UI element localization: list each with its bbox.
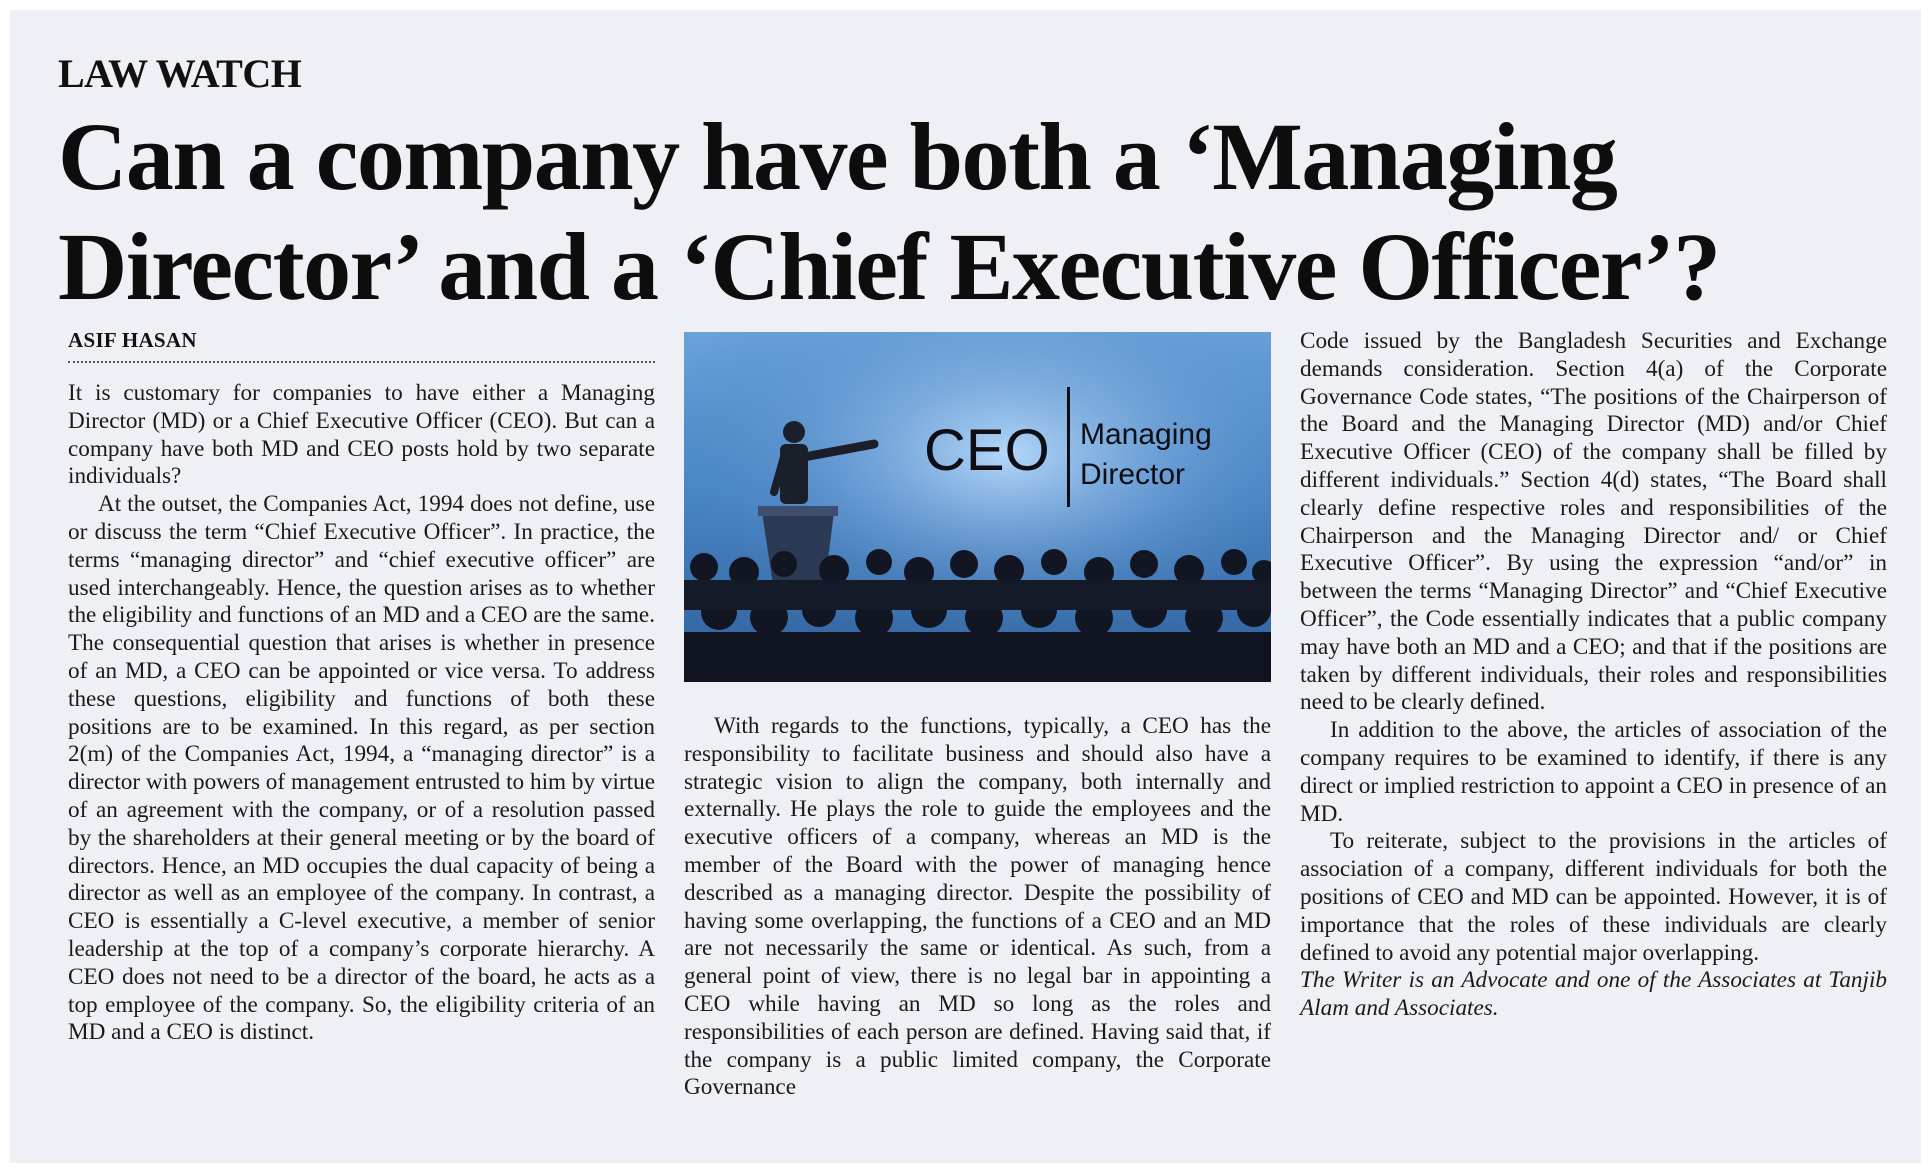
section-label: LAW WATCH	[58, 51, 302, 96]
paragraph-6: To reiterate, subject to the provisions in the articles of association of a company, different individuals for both the positions of CEO and MD can be appointed. However, it is of importance that the roles of these individuals are clearly defined to avoid any potential major overlapping.	[1300, 828, 1887, 966]
md-text-line1: Managing	[1080, 418, 1212, 451]
paragraph-3: With regards to the functions, typically, a CEO has the responsibility to facilitate business and should also have a strategic vision to align the company, both internally and externally. He plays the role to guide the employees and the executive officers of a company, whereas an MD is the member of the Board with the power of managing hence described as a managing director. Despite the possibility of having some overlapping, the functions of a CEO and an MD are not necessarily the same or identical. As such, from a general point of view, there is no legal bar in appointing a CEO while having an MD so long as the roles and responsibilities of each person are defined. Having said that, if the company is a public limited company, the Corporate Governance	[684, 713, 1271, 1101]
column-2	[684, 713, 1271, 1102]
column-1	[68, 380, 655, 1047]
paragraph-4: Code issued by the Bangladesh Securities and Exchange demands consideration. Section 4(a) of the Corporate Governance Code states, “The positions of the Chairperson of the Board and the Managing Director (MD) and/or Chief Executive Officer (CEO) of the company shall be filled by different individuals.” Section 4(d) states, “The Board shall clearly define respective roles and responsibilities of the Chairperson and the Managing Director and/ or Chief Executive Officer”. By using the expression “and/or” in between the terms “Managing Director” and “Chief Executive Officer”, the Code essentially indicates that a public company may have both an MD and a CEO; and that if the positions are taken by different individuals, their roles and responsibilities need to be clearly defined.	[1300, 328, 1887, 716]
byline: ASIF HASAN	[68, 328, 655, 363]
newspaper-page	[10, 10, 1921, 1163]
article-photo	[684, 332, 1271, 682]
column-3	[1300, 328, 1887, 1023]
conference-illustration	[684, 332, 1271, 682]
paragraph-2: At the outset, the Companies Act, 1994 does not define, use or discuss the term “Chief Executive Officer”. In practice, the terms “managing director” and “chief executive officer” are used interchangeably. Hence, the question arises as to whether the eligibility and functions of an MD and a CEO are the same. The consequential question that arises is whether in presence of an MD, a CEO can be appointed or vice versa. To address these questions, eligibility and functions of both these positions are to be examined. In this regard, as per section 2(m) of the Companies Act, 1994, a “managing director” is a director with powers of management entrusted to him by virtue of an agreement with the company, or of a resolution passed by the shareholders at their general meeting or by the board of directors. Hence, an MD occupies the dual capacity of being a director as well as an employee of the company. In contrast, a CEO is essentially a C-level executive, a member of senior leadership at the top of a company’s corporate hierarchy. A CEO does not need to be a director of the board, he acts as a top employee of the company. So, the eligibility criteria of an MD and a CEO is distinct.	[68, 491, 655, 1046]
paragraph-1: It is customary for companies to have either a Managing Director (MD) or a Chief Executive Officer (CEO). But can a company have both MD and CEO posts hold by two separate individuals?	[68, 380, 655, 490]
md-text-line2: Director	[1080, 458, 1186, 491]
paragraph-5: In addition to the above, the articles of association of the company requires to be examined to identify, if there is any direct or implied restriction to appoint a CEO in presence of an MD.	[1300, 717, 1887, 827]
writer-credit: The Writer is an Advocate and one of the Associates at Tanjib Alam and Associates.	[1300, 967, 1887, 1022]
headline: Can a company have both a ‘Managing Director’ and a ‘Chief Executive Officer’?	[58, 103, 1720, 320]
ceo-text: CEO	[924, 418, 1050, 483]
